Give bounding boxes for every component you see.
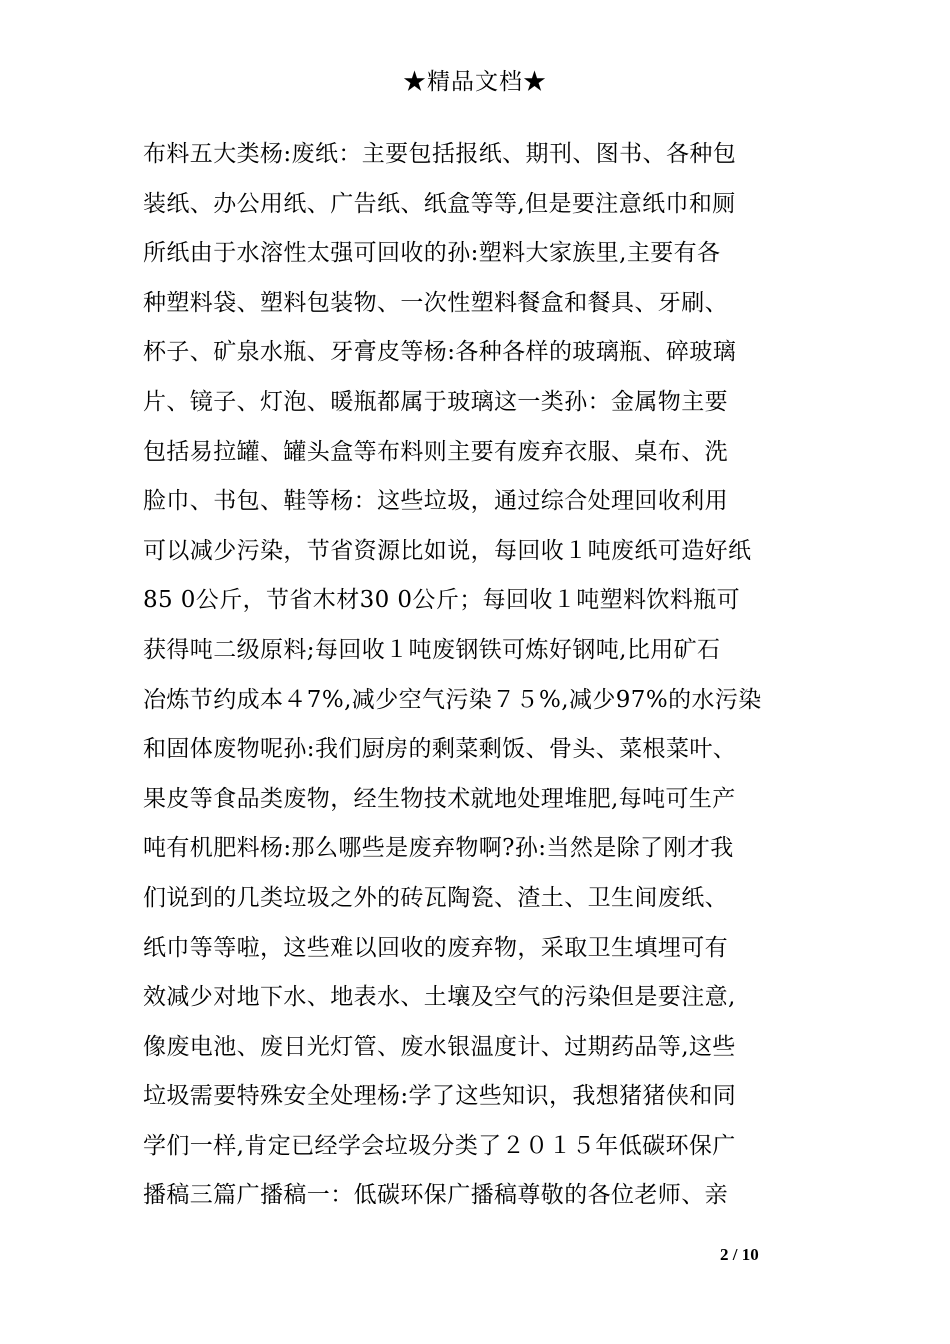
body-line: 包括易拉罐、罐头盒等布料则主要有废弃衣服、桌布、洗 (143, 438, 728, 465)
body-line: 装纸、办公用纸、广告纸、纸盒等等,但是要注意纸巾和厕 (143, 190, 736, 217)
body-line: 获得吨二级原料;每回收１吨废钢铁可炼好钢吨,比用矿石 (143, 636, 721, 663)
body-line: 和固体废物呢孙:我们厨房的剩菜剩饭、骨头、菜根菜叶、 (143, 736, 737, 763)
body-line: 果皮等食品类废物，经生物技术就地处理堆肥,每吨可生产 (143, 785, 736, 812)
body-line: 所纸由于水溶性太强可回收的孙:塑料大家族里,主要有各 (143, 240, 721, 267)
body-line: 吨有机肥料杨:那么哪些是废弃物啊?孙:当然是除了刚才我 (143, 835, 734, 862)
body-line: 冶炼节约成本４7%,减少空气污染７５%,减少97%的水污染 (143, 686, 762, 713)
page-number: 2 / 10 (720, 1245, 759, 1264)
body-line: 85 0公斤，节省木材30 0公斤；每回收１吨塑料饮料瓶可 (143, 587, 741, 614)
body-line: 片、镜子、灯泡、暖瓶都属于玻璃这一类孙：金属物主要 (143, 388, 728, 415)
body-line: 脸巾、书包、鞋等杨：这些垃圾，通过综合处理回收利用 (143, 488, 728, 515)
body-line: 们说到的几类垃圾之外的砖瓦陶瓷、渣土、卫生间废纸、 (143, 884, 728, 911)
body-line: 布料五大类杨:废纸：主要包括报纸、期刊、图书、各种包 (143, 141, 737, 167)
document-body (143, 130, 813, 1221)
body-line: 播稿三篇广播稿一：低碳环保广播稿尊敬的各位老师、亲 (143, 1182, 728, 1209)
body-line: 像废电池、废日光灯管、废水银温度计、过期药品等,这些 (143, 1033, 736, 1060)
body-line: 杯子、矿泉水瓶、牙膏皮等杨:各种各样的玻璃瓶、碎玻璃 (143, 339, 737, 366)
body-line: 效减少对地下水、地表水、土壤及空气的污染但是要注意, (143, 984, 736, 1011)
page-header-title: ★精品文档★ (403, 69, 547, 95)
body-line: 垃圾需要特殊安全处理杨:学了这些知识，我想猪猪侠和同 (143, 1083, 737, 1110)
body-line: 纸巾等等啦，这些难以回收的废弃物，采取卫生填埋可有 (143, 934, 728, 961)
body-line: 可以减少污染，节省资源比如说，每回收１吨废纸可造好纸 (143, 537, 752, 564)
body-line: 种塑料袋、塑料包装物、一次性塑料餐盒和餐具、牙刷、 (143, 289, 728, 316)
body-line: 学们一样,肯定已经学会垃圾分类了２０１５年低碳环保广 (143, 1132, 736, 1159)
